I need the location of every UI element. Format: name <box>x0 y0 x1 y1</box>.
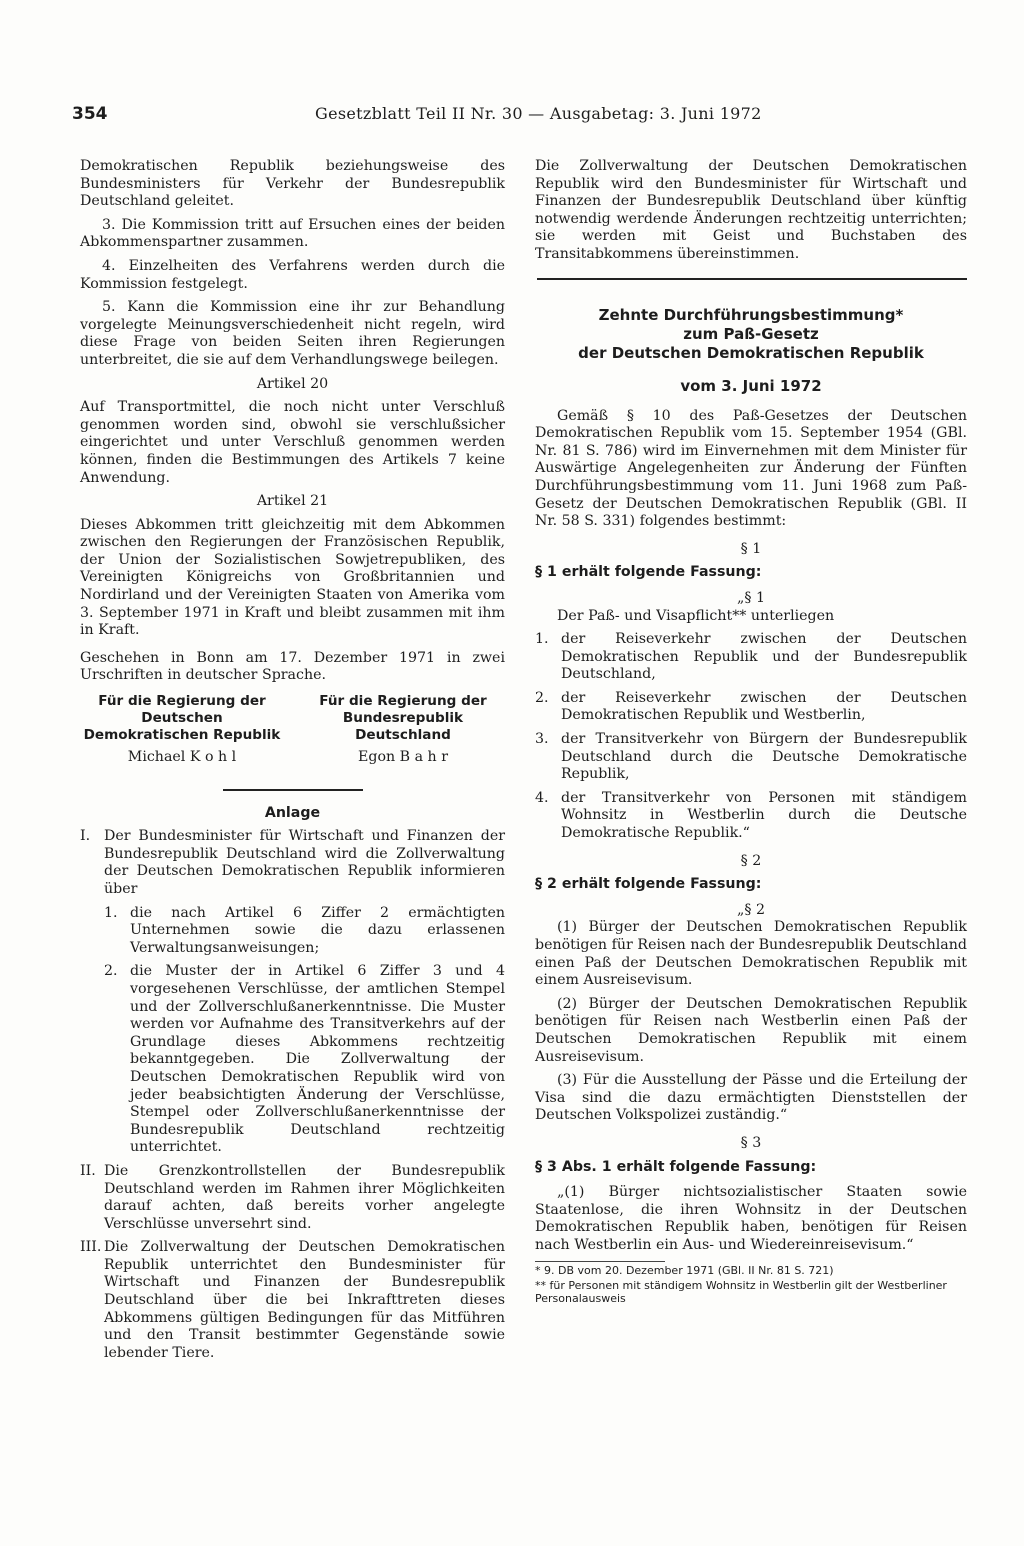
annex-subitem-1 <box>104 905 505 958</box>
footnote-1: * 9. DB vom 20. Dezember 1971 (GBl. II Nr. 81 S. 721) <box>535 1263 834 1277</box>
article-20-heading: Artikel 20 <box>256 375 329 392</box>
section-1-item <box>535 631 967 684</box>
item-text: der Reiseverkehr zwischen der Deutschen Demokratischen Republik und Westberlin, <box>561 689 967 724</box>
subitem-number: 2. <box>104 963 118 980</box>
subitem-text: die nach Artikel 6 Ziffer 2 ermächtigten Unternehmen sowie die dazu erlassenen Verwaltungsanweisungen; <box>130 904 505 956</box>
header-title: Gesetzblatt Teil II Nr. 30 — Ausgabetag: 3. Juni 1972 <box>315 104 762 123</box>
annex-item-I <box>80 828 505 898</box>
paragraph-top: Die Zollverwaltung der Deutschen Demokratischen Republik wird den Bundesminister für Wirtschaft und Finanzen der Bundesrepublik Deutschland über künftig notwendig werdende Änderungen rechtzeitig unterrichten; sie werden mit Geist und Buchstaben des Transitabkommens übereinstimmen. <box>535 158 967 262</box>
annex-item-text: Der Bundesminister für Wirtschaft und Finanzen der Bundesrepublik Deutschland wird die Zollverwaltung der Deutschen Demokratischen Republik informieren über <box>104 828 505 897</box>
regulation-title-3: der Deutschen Demokratischen Republik <box>578 343 924 362</box>
signature-right <box>301 693 505 767</box>
signature-left-name: Michael K o h l <box>127 749 237 766</box>
annex-item-text: Die Zollverwaltung der Deutschen Demokratischen Republik unterrichtet den Bundesminister für Wirtschaft und Finanzen der Bundesrepublik Deutschland über die bei Inkrafttreten dieses Abkommens gültigen Bedingungen für das Mitführen und den Transit bestimmter Gegenstände sowie lebender Tiere. <box>104 1239 505 1361</box>
annex-item-number: II. <box>80 1162 96 1179</box>
signature-left-party: Für die Regierung der Deutschen Demokratischen Republik <box>83 693 281 744</box>
section-1-lead: Der Paß- und Visapflicht** unterliegen <box>557 607 835 624</box>
item-number: 1. <box>535 631 549 648</box>
section-3-paragraph-1: „(1) Bürger nichtsozialistischer Staaten sowie Staatenlose, die ihren Wohnsitz in der Deutschen Demokratischen Republik haben, benötigen für Reisen nach Westberlin ein Aus- und Wiedereinreisevisum.“ <box>535 1184 967 1253</box>
page-header <box>72 104 972 128</box>
section-2-quote-heading: „§ 2 <box>737 901 765 918</box>
signature-right-name: Egon B a h r <box>358 749 448 766</box>
intro-paragraph: Gemäß § 10 des Paß-Gesetzes der Deutschen Demokratischen Republik vom 15. September 1954 (GBl. Nr. 81 S. 786) wird im Einvernehmen mit dem Minister für Auswärtige Angelegenheiten zur Änderung der Fünften Durchführungsbestimmung vom 11. Juni 1968 zum Paß-Gesetz der Deutschen Demokratischen Republik (GBl. II Nr. 58 S. 331) folgendes bestimmt: <box>535 407 967 530</box>
annex-item-number: III. <box>80 1239 102 1256</box>
signature-left <box>80 693 284 767</box>
article-21-heading: Artikel 21 <box>256 493 329 510</box>
paragraph-5: 5. Kann die Kommission eine ihr zur Behandlung vorgelegte Meinungsverschiedenheit nicht regeln, wird diese Frage von beiden Seiten ihren Regierungen unterbreitet, die sie auf dem Verhandlungswege beilegen. <box>80 299 505 368</box>
article-21-text: Dieses Abkommen tritt gleichzeitig mit dem Abkommen zwischen den Regierungen der Französischen Republik, der Union der Sozialistischen Sowjetrepubliken, des Vereinigten Königreichs von Großbritannien und Nordirland und der Vereinigten Staaten von Amerika vom 3. September 1971 in Kraft und bleibt zusammen mit ihm in Kraft. <box>80 516 505 639</box>
section-2-paragraph-3: (3) Für die Ausstellung der Pässe und die Erteilung der Visa sind die dazu ermächtigten Dienststellen der Deutschen Volkspolizei zuständig.“ <box>535 1072 967 1124</box>
section-2-paragraph-2: (2) Bürger der Deutschen Demokratischen Republik benötigen für Reisen nach Westberlin einen Paß der Deutschen Demokratischen Republik mit einem Ausreisevisum. <box>535 995 967 1065</box>
regulation-title-2: zum Paß-Gesetz <box>683 324 819 343</box>
annex-item-number: I. <box>80 828 91 845</box>
paragraph-4: 4. Einzelheiten des Verfahrens werden durch die Kommission festgelegt. <box>80 257 505 292</box>
signatures <box>80 693 505 767</box>
page-number: 354 <box>72 104 108 124</box>
article-20-text: Auf Transportmittel, die noch nicht unter Verschluß genommen worden sind, obwohl sie verschlußsicher eingerichtet und unter Verschluß genommen werden können, finden die Bestimmungen des Artikels 7 keine Anwendung. <box>80 399 505 486</box>
section-3-heading: § 3 <box>740 1134 762 1151</box>
annex-item-II <box>80 1163 505 1233</box>
section-1-item <box>535 790 967 843</box>
regulation-title-1: Zehnte Durchführungsbestimmung* <box>598 305 904 324</box>
annex-item-text: Die Grenzkontrollstellen der Bundesrepublik Deutschland werden im Rahmen ihrer Möglichkeiten darauf achten, daß bereits vorher angelegte Verschlüsse unversehrt sind. <box>104 1162 505 1232</box>
divider <box>223 789 363 791</box>
section-divider <box>537 278 967 280</box>
regulation-date: vom 3. Juni 1972 <box>680 376 822 395</box>
right-column <box>535 158 967 1305</box>
section-1-item <box>535 690 967 725</box>
footnote-2: ** für Personen mit ständigem Wohnsitz in Westberlin gilt der Westberliner Personalausweis <box>535 1278 947 1305</box>
paragraph-3: 3. Die Kommission tritt auf Ersuchen eines der beiden Abkommenspartner zusammen. <box>80 216 505 251</box>
done-at-text: Geschehen in Bonn am 17. Dezember 1971 in zwei Urschriften in deutscher Sprache. <box>80 649 505 684</box>
subitem-number: 1. <box>104 904 118 921</box>
section-2-paragraph-1: (1) Bürger der Deutschen Demokratischen Republik benötigen für Reisen nach der Bundesrepublik Deutschland einen Paß der Deutschen Demokratischen Republik mit einem Ausreisevisum. <box>535 919 967 989</box>
anlage-heading: Anlage <box>264 804 321 821</box>
section-1-heading: § 1 <box>740 540 762 557</box>
footnote-rule <box>535 1261 665 1262</box>
item-number: 4. <box>535 789 549 806</box>
item-text: der Transitverkehr von Bürgern der Bundesrepublik Deutschland durch die Deutsche Demokratische Republik, <box>561 731 967 783</box>
subitem-text: die Muster der in Artikel 6 Ziffer 3 und 4 vorgesehenen Verschlüsse, der amtlichen Stempel und der Zollverschlußanerkenntnisse. Die Muster werden vor Aufnahme des Transitverkehrs auf der Grundlage dieses Abkommens rechtzeitig bekanntgegeben. Die Zollverwaltung der Deutschen Demokratischen Republik wird von jeder beabsichtigten Änderung der Verschlüsse, Stempel oder Zollverschlußanerkenntnisse der Bundesrepublik Deutschland rechtzeitig unterrichtet. <box>130 963 505 1156</box>
section-2-heading: § 2 <box>740 852 762 869</box>
annex-subitem-2 <box>104 963 505 1157</box>
item-text: der Transitverkehr von Personen mit ständigem Wohnsitz in Westberlin durch die Deutsche Demokratische Republik.“ <box>561 789 967 842</box>
item-number: 3. <box>535 731 549 748</box>
item-text: der Reiseverkehr zwischen der Deutschen Demokratischen Republik und der Bundesrepublik Deutschland, <box>561 631 967 683</box>
annex-item-III <box>80 1239 505 1362</box>
item-number: 2. <box>535 689 549 706</box>
section-1-amendment: § 1 erhält folgende Fassung: <box>535 564 762 581</box>
left-column <box>80 158 505 1368</box>
section-1-item <box>535 731 967 784</box>
paragraph-continued: Demokratischen Republik beziehungsweise des Bundesministers für Verkehr der Bundesrepublik Deutschland geleitet. <box>80 158 505 210</box>
signature-right-party: Für die Regierung der Bundesrepublik Deutschland <box>319 693 487 744</box>
section-3-amendment: § 3 Abs. 1 erhält folgende Fassung: <box>535 1158 817 1175</box>
section-1-quote-heading: „§ 1 <box>737 589 765 606</box>
section-2-amendment: § 2 erhält folgende Fassung: <box>535 876 762 893</box>
